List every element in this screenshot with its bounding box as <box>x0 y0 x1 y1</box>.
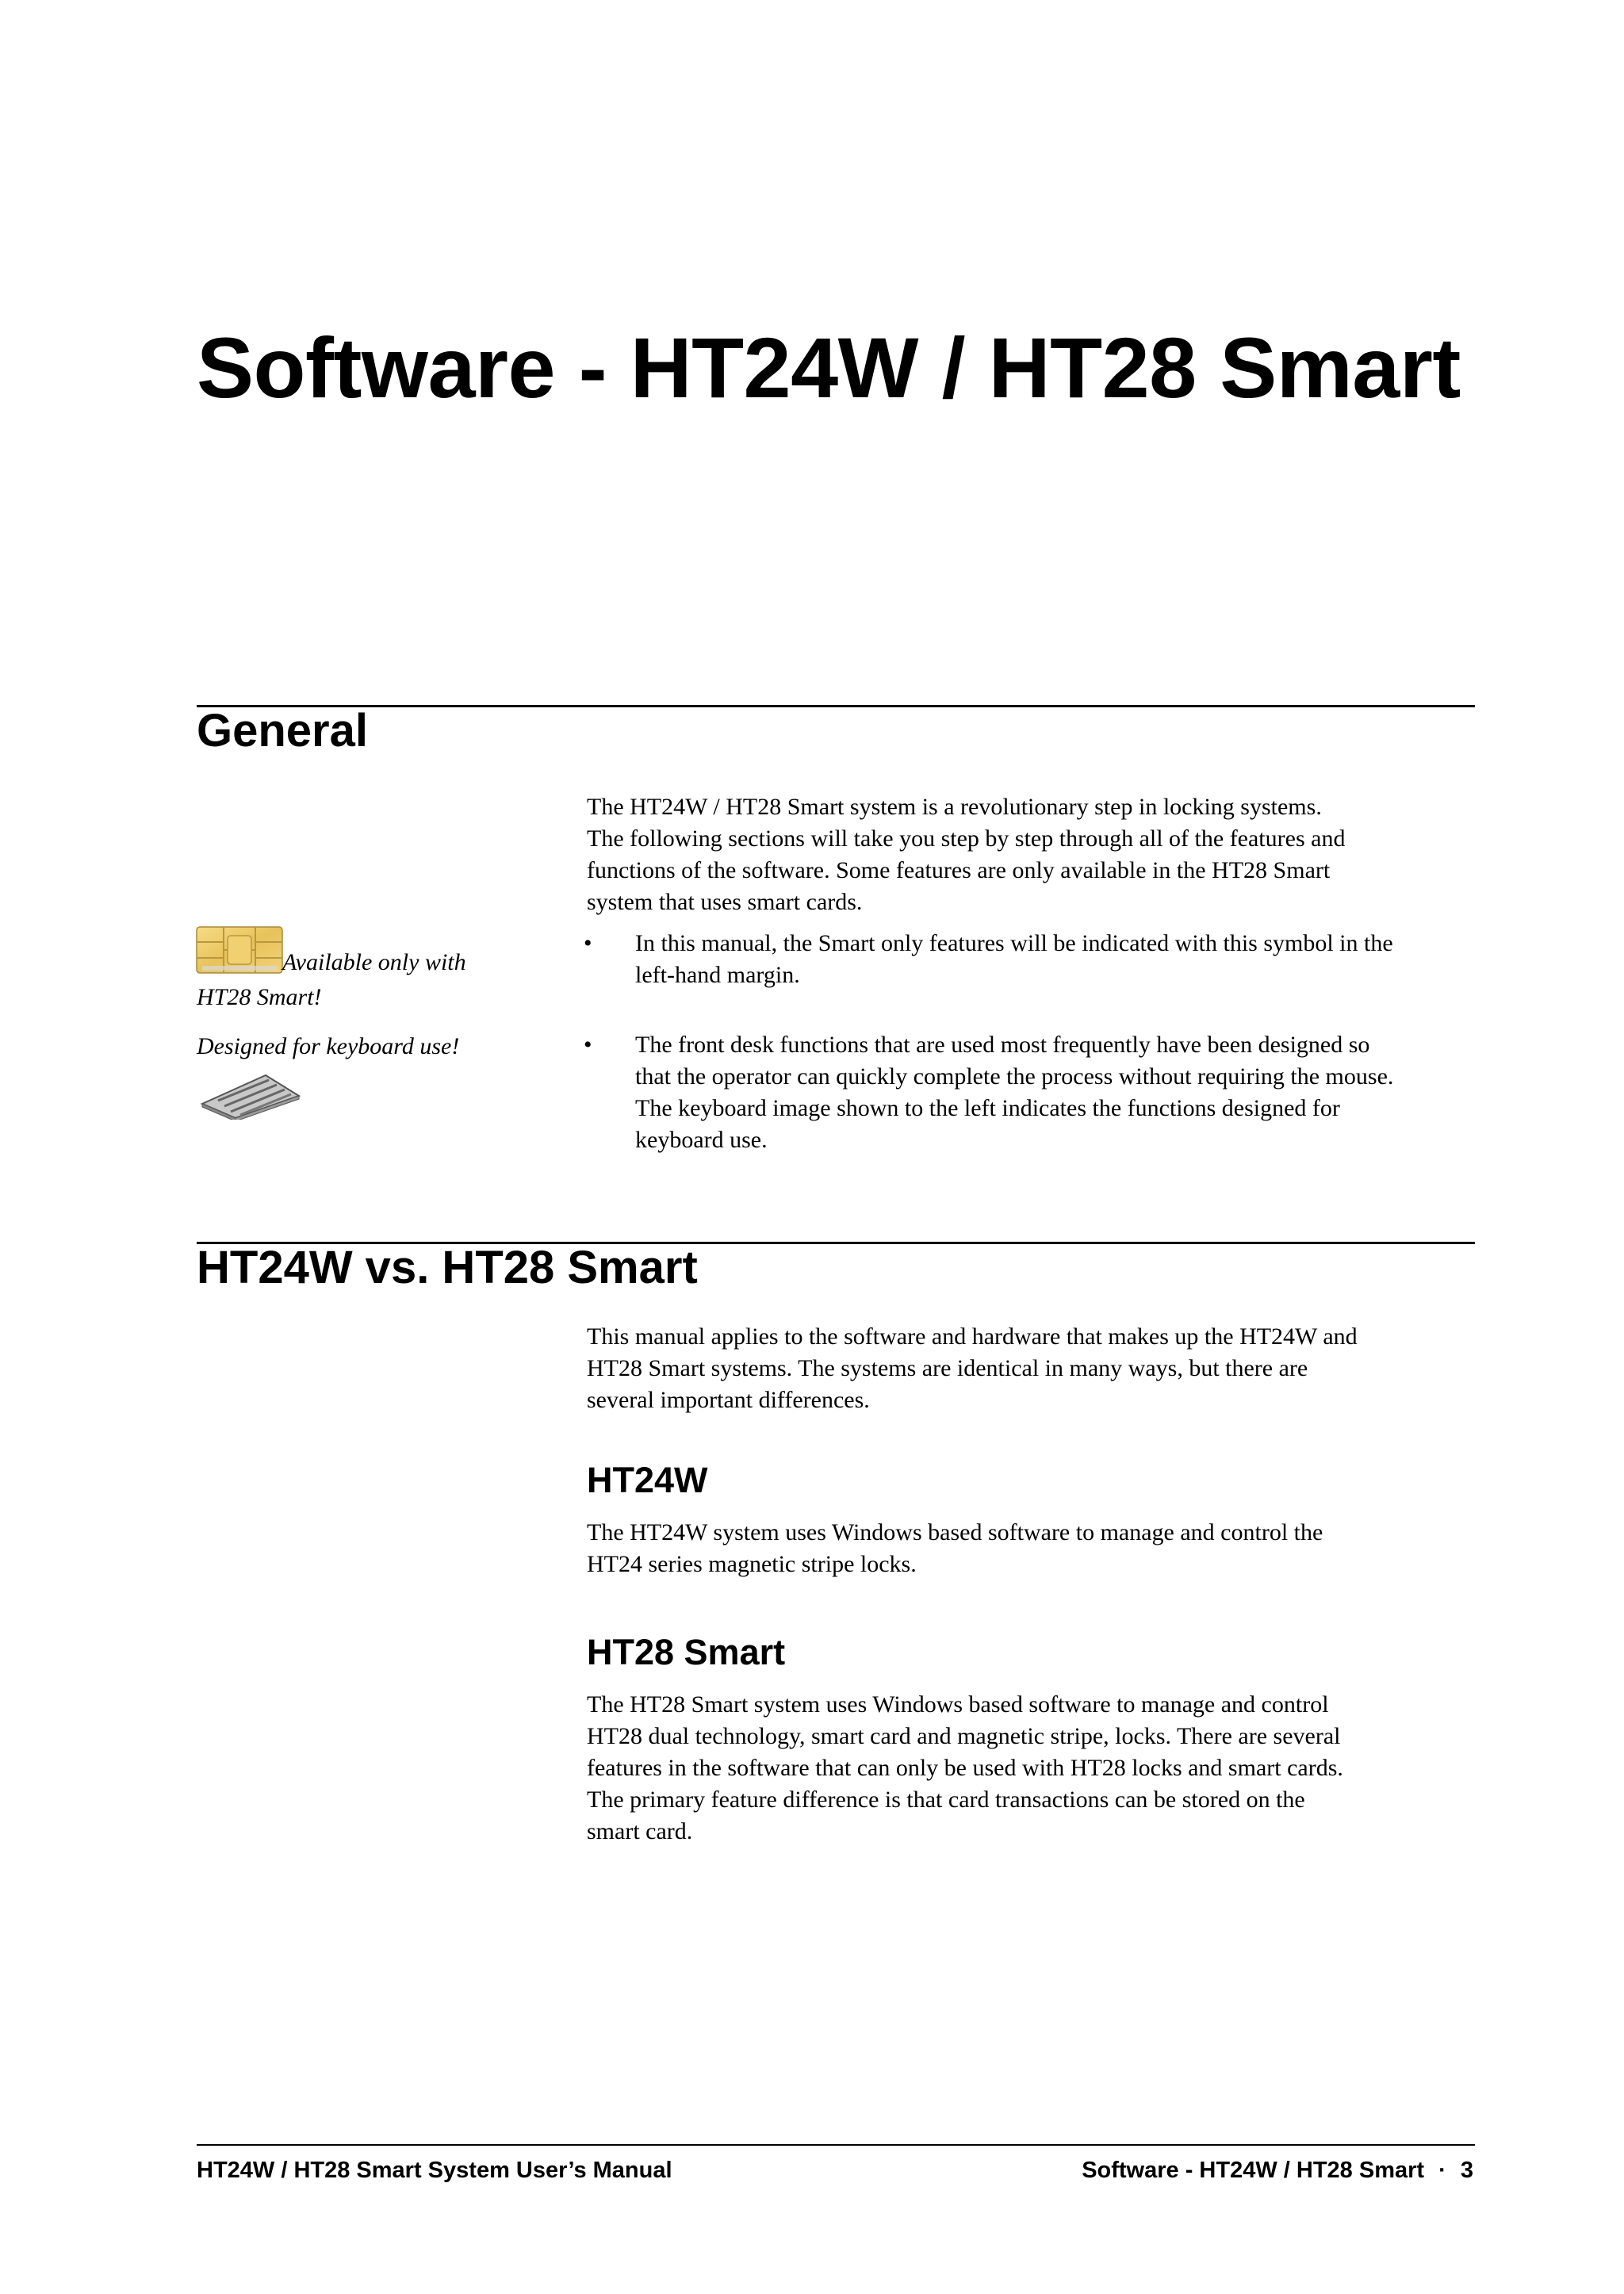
general-intro-line: The following sections will take you step by step through all of the features and <box>587 825 1346 852</box>
bullet-line: The front desk functions that are used most frequently have been designed so <box>635 1032 1370 1058</box>
page-number: 3 <box>1460 2158 1473 2183</box>
bullet-text-smart-symbol <box>635 928 1523 991</box>
ht24w-line: HT24 series magnetic stripe locks. <box>587 1551 917 1577</box>
footer-manual-title: HT24W / HT28 Smart System User’s Manual <box>197 2158 672 2183</box>
bullet-line: In this manual, the Smart only features will be indicated with this symbol in the <box>635 930 1393 956</box>
ht28-line: features in the software that can only be used with HT28 locks and smart cards. <box>587 1755 1343 1781</box>
footer-page-info <box>1082 2157 1473 2185</box>
comparison-intro-line: several important differences. <box>587 1387 870 1413</box>
ht28-line: HT28 dual technology, smart card and magnetic stripe, locks. There are several <box>587 1723 1341 1749</box>
smart-card-chip-icon <box>196 926 283 974</box>
ht28-line: The HT28 Smart system uses Windows based software to manage and control <box>587 1691 1329 1718</box>
general-intro-line: system that uses smart cards. <box>587 889 863 915</box>
bullet-symbol: • <box>584 1032 592 1058</box>
keyboard-icon <box>196 1072 307 1120</box>
bullet-line: keyboard use. <box>635 1127 768 1153</box>
general-intro-line: functions of the software. Some features are only available in the HT28 Smart <box>587 857 1331 883</box>
keyboard-feature-note: Designed for keyboard use! <box>197 1033 460 1059</box>
comparison-intro-line: This manual applies to the software and hardware that makes up the HT24W and <box>587 1323 1358 1350</box>
general-intro-line: The HT24W / HT28 Smart system is a revolutionary step in locking systems. <box>587 794 1322 820</box>
general-intro-paragraph <box>587 791 1507 918</box>
ht28-line: smart card. <box>587 1818 693 1844</box>
bullet-line: that the operator can quickly complete the process without requiring the mouse. <box>635 1063 1394 1090</box>
comparison-intro-paragraph <box>587 1321 1507 1416</box>
bullet-line: left-hand margin. <box>635 962 800 988</box>
subheading-ht28-smart: HT28 Smart <box>587 1632 786 1672</box>
section-heading-general: General <box>197 705 368 756</box>
ht24w-line: The HT24W system uses Windows based software to manage and control the <box>587 1519 1323 1545</box>
subheading-ht24w: HT24W <box>587 1460 708 1500</box>
section-divider-general <box>197 705 1475 707</box>
ht24w-paragraph <box>587 1517 1507 1580</box>
bullet-symbol: • <box>584 930 592 956</box>
bullet-text-keyboard <box>635 1029 1523 1156</box>
footer-chapter-title: Software - HT24W / HT28 Smart <box>1082 2158 1425 2183</box>
footer-separator: · <box>1438 2158 1446 2183</box>
bullet-line: The keyboard image shown to the left indicates the functions designed for <box>635 1095 1340 1121</box>
ht28-smart-paragraph <box>587 1689 1507 1848</box>
section-heading-comparison: HT24W vs. HT28 Smart <box>197 1242 698 1293</box>
comparison-intro-line: HT28 Smart systems. The systems are identical in many ways, but there are <box>587 1355 1308 1381</box>
smart-feature-note: Available only with <box>282 949 466 975</box>
footer-divider <box>197 2144 1475 2146</box>
smart-feature-note-line2: HT28 Smart! <box>197 984 322 1010</box>
chapter-title: Software - HT24W / HT28 Smart <box>197 320 1461 416</box>
ht28-line: The primary feature difference is that card transactions can be stored on the <box>587 1787 1305 1813</box>
